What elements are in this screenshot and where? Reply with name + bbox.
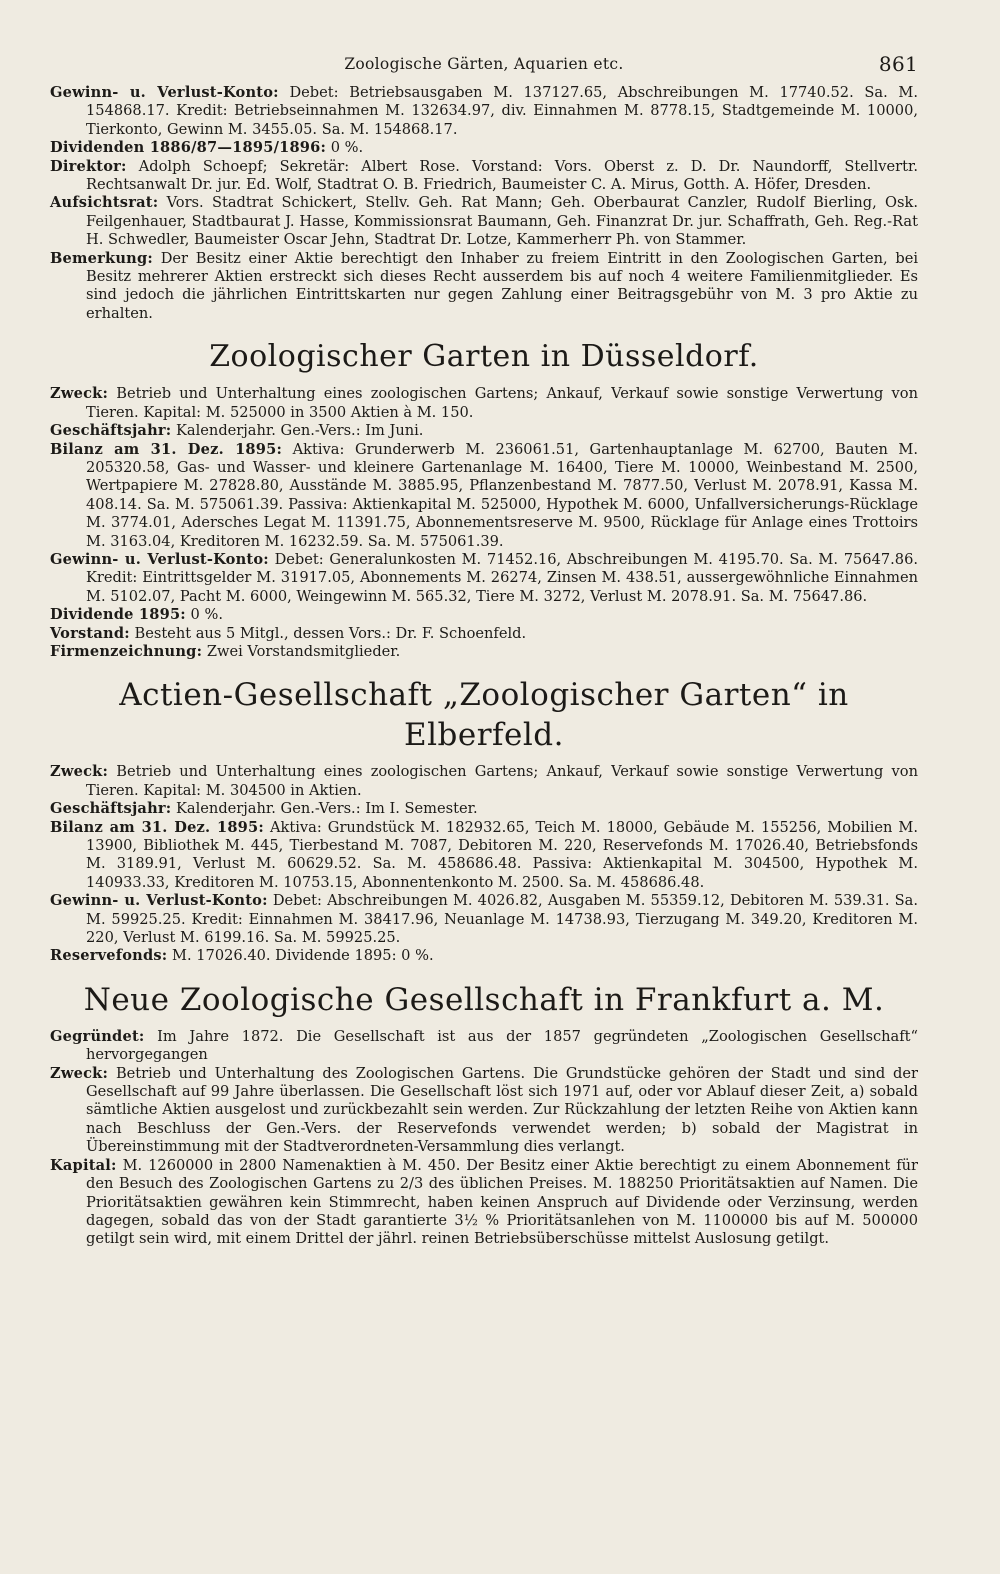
entry-label: Firmenzeichnung: <box>50 642 203 660</box>
entry-direktor <box>50 158 918 195</box>
heading-duesseldorf: Zoologischer Garten in Düsseldorf. <box>209 339 759 375</box>
entry-bemerkung <box>50 250 918 324</box>
entry-text: Debet: Generalunkosten M. 71452.16, Abschreibungen M. 4195.70. Sa. M. 75647.86. Kredit: Eintrittsgelder M. 31917.05, Abonnements M. 26274, Zinsen M. 438.51, aussergewöhnliche Einnahmen M. 5102.07, Pacht M. 6000, Weingewinn M. 565.32, Tiere M. 3272, Verlust M. 2078.91. Sa. M. 75647.86. <box>86 550 918 605</box>
entry-label: Zweck: <box>50 385 109 403</box>
section-frankfurt <box>50 1028 918 1249</box>
entry-text: Kalenderjahr. Gen.-Vers.: Im I. Semester. <box>176 800 478 818</box>
entry-text: 0 %. <box>190 606 223 624</box>
entry-label: Gegründet: <box>50 1027 145 1045</box>
entry-label: Geschäftsjahr: <box>50 800 172 818</box>
entry-label: Zweck: <box>50 763 109 781</box>
entry-label: Geschäftsjahr: <box>50 422 172 440</box>
entry-text: M. 17026.40. Dividende 1895: 0 %. <box>172 947 434 965</box>
entry-label: Gewinn- u. Verlust-Konto: <box>50 550 269 568</box>
entry-text: 0 %. <box>330 139 364 157</box>
entry-text: Debet: Abschreibungen M. 4026.82, Ausgaben M. 55359.12, Debitoren M. 539.31. Sa. M. 59925.25. Kredit: Einnahmen M. 38417.96, Neuanlage M. 14738.93, Tierzugang M. 349.20, Kreditoren M. 220, Verlust M. 6199.16. Sa. M. 59925.25. <box>86 892 918 947</box>
entry-text: Im Jahre 1872. Die Gesellschaft ist aus der 1857 gegründeten „Zoologischen Gesellschaft“ hervorgegangen <box>86 1027 918 1064</box>
entry-label: Kapital: <box>50 1156 117 1174</box>
entry-text: Besteht aus 5 Mitgl., dessen Vors.: Dr. F. Schoenfeld. <box>134 624 527 642</box>
entry-label: Aufsichtsrat: <box>50 194 159 212</box>
entry-bilanz <box>50 819 918 893</box>
entry-label: Vorstand: <box>50 624 130 642</box>
entry-gegruendet <box>50 1028 918 1065</box>
entry-zweck <box>50 1065 918 1157</box>
entry-text: Betrieb und Unterhaltung des Zoologischen Gartens. Die Grundstücke gehören der Stadt und sind der Gesellschaft auf 99 Jahre überlassen. Die Gesellschaft löst sich 1971 auf, oder vor Ablauf dieser Zeit, a) sobald sämtliche Aktien ausgelost und zurückbezahlt sein werden. Zur Rückzahlung der letzten Reihe von Aktien kann nach Beschluss der Gen.-Vers. der Reservefonds verwendet werden; b) sobald der Magistrat in Übereinstimmung mit der Stadtverordneten-Versammlung dies verlangt. <box>86 1064 918 1156</box>
entry-zweck <box>50 763 918 800</box>
entry-gewinn-verlust <box>50 551 918 606</box>
entry-label: Gewinn- u. Verlust-Konto: <box>50 84 279 101</box>
entry-text: Vors. Stadtrat Schickert, Stellv. Geh. Rat Mann; Geh. Oberbaurat Canzler, Rudolf Bierling, Osk. Feilgenhauer, Stadtbaurat J. Hasse, Kommissionsrat Baumann, Geh. Finanzrat Dr. jur. Schaffrath, Geh. Reg.-Rat H. Schwedler, Baumeister Oscar Jehn, Stadtrat Dr. Lotze, Kammerherr Ph. von Stammer. <box>86 194 918 249</box>
entry-text: Der Besitz einer Aktie berechtigt den Inhaber zu freiem Eintritt in den Zoologischen Garten, bei Besitz mehrerer Aktien erstreckt sich dieses Recht ausserdem bis auf noch 4 weitere Familienmitglieder. Es sind jedoch die jährlichen Eintrittskarten nur gegen Zahlung einer Beitragsgebühr von M. 3 pro Aktie zu erhalten. <box>86 249 919 322</box>
entry-reservefonds <box>50 947 918 965</box>
entry-text: M. 1260000 in 2800 Namenaktien à M. 450. Der Besitz einer Aktie berechtigt zu einem Abonnement für den Besuch des Zoologischen Gartens zu 2/3 des üblichen Preises. M. 188250 Prioritätsaktien auf Namen. Die Prioritätsaktien gewähren kein Stimmrecht, haben keinen Anspruch auf Dividende oder Verzinsung, werden dagegen, sobald das von der Stadt garantierte 3½ % Prioritätsanlehen von M. 1100000 bis auf M. 500000 getilgt sein wird, mit einem Drittel der jährl. reinen Betriebsüberschüsse mittelst Auslosung getilgt. <box>86 1156 919 1248</box>
section-continuation <box>50 84 918 323</box>
entry-text: Adolph Schoepf; Sekretär: Albert Rose. Vorstand: Vors. Oberst z. D. Dr. Naundorff, Stellvertr. Rechtsanwalt Dr. jur. Ed. Wolf, Stadtrat O. B. Friedrich, Baumeister C. A. Mirus, Gotth. A. Höfer, Dresden. <box>86 157 918 194</box>
entry-label: Direktor: <box>50 157 127 175</box>
entry-label: Bemerkung: <box>50 249 153 267</box>
page-number: 861 <box>878 52 918 76</box>
entry-text: Aktiva: Grundstück M. 182932.65, Teich M. 18000, Gebäude M. 155256, Mobilien M. 13900, Bibliothek M. 445, Tierbestand M. 7087, Debitoren M. 220, Reservefonds M. 17026.40, Betriebsfonds M. 3189.91, Verlust M. 60629.52. Sa. M. 458686.48. Passiva: Aktienkapital M. 304500, Hypothek M. 140933.33, Kreditoren M. 10753.15, Abonnentenkonto M. 2500. Sa. M. 458686.48. <box>86 818 919 891</box>
entry-label: Gewinn- u. Verlust-Konto: <box>50 892 268 910</box>
entry-label: Dividenden 1886/87—1895/1896: <box>50 139 327 157</box>
entry-firmenzeichnung <box>50 643 918 661</box>
heading-elberfeld: Actien-Gesellschaft „Zoologischer Garten“ in Elberfeld. <box>119 677 849 754</box>
entry-text: Aktiva: Grunderwerb M. 236061.51, Gartenhauptanlage M. 62700, Bauten M. 205320.58, Gas- und Wasser- und kleinere Gartenanlage M. 16400, Tiere M. 10000, Weinbestand M. 2500, Wertpapiere M. 27828.80, Ausstände M. 3885.95, Pflanzenbestand M. 7877.50, Verlust M. 2078.91, Kassa M. 408.14. Sa. M. 575061.39. Passiva: Aktienkapital M. 525000, Hypothek M. 6000, Unfallversicherungs-Rücklage M. 3774.01, Adersches Legat M. 11391.75, Abonnementsreserve M. 9500, Rücklage für Anlage eines Trottoirs M. 3163.04, Kreditoren M. 16232.59. Sa. M. 575061.39. <box>86 440 919 550</box>
entry-vorstand <box>50 625 918 643</box>
entry-label: Reservefonds: <box>50 947 168 965</box>
entry-text: Debet: Betriebsausgaben M. 137127.65, Abschreibungen M. 17740.52. Sa. M. 154868.17. Kredit: Betriebseinnahmen M. 132634.97, div. Einnahmen M. 8778.15, Stadtgemeinde M. 10000, Tierkonto, Gewinn M. 3455.05. Sa. M. 154868.17. <box>86 84 918 138</box>
running-title: Zoologische Gärten, Aquarien etc. <box>344 55 624 73</box>
entry-label: Bilanz am 31. Dez. 1895: <box>50 818 264 836</box>
entry-dividenden <box>50 139 918 157</box>
running-head <box>50 44 918 84</box>
entry-bilanz <box>50 441 918 551</box>
entry-text: Betrieb und Unterhaltung eines zoologischen Gartens; Ankauf, Verkauf sowie sonstige Verwertung von Tieren. Kapital: M. 304500 in Aktien. <box>86 763 918 799</box>
entry-zweck <box>50 385 918 422</box>
entry-gewinn-verlust <box>50 892 918 947</box>
entry-dividende <box>50 606 918 624</box>
heading-frankfurt: Neue Zoologische Gesellschaft in Frankfurt a. M. <box>83 981 885 1018</box>
entry-text: Zwei Vorstandsmitglieder. <box>206 642 401 660</box>
entry-aufsichtsrat <box>50 194 918 249</box>
entry-text: Betrieb und Unterhaltung eines zoologischen Gartens; Ankauf, Verkauf sowie sonstige Verwertung von Tieren. Kapital: M. 525000 in 3500 Aktien à M. 150. <box>86 385 918 421</box>
entry-geschaeftsjahr <box>50 800 918 818</box>
section-duesseldorf <box>50 385 918 661</box>
entry-label: Dividende 1895: <box>50 606 186 624</box>
entry-geschaeftsjahr <box>50 422 918 440</box>
entry-gewinn-verlust <box>50 84 918 139</box>
section-elberfeld <box>50 763 918 965</box>
entry-label: Zweck: <box>50 1064 109 1082</box>
entry-text: Kalenderjahr. Gen.-Vers.: Im Juni. <box>176 422 424 440</box>
entry-kapital <box>50 1157 918 1249</box>
entry-label: Bilanz am 31. Dez. 1895: <box>50 440 283 458</box>
